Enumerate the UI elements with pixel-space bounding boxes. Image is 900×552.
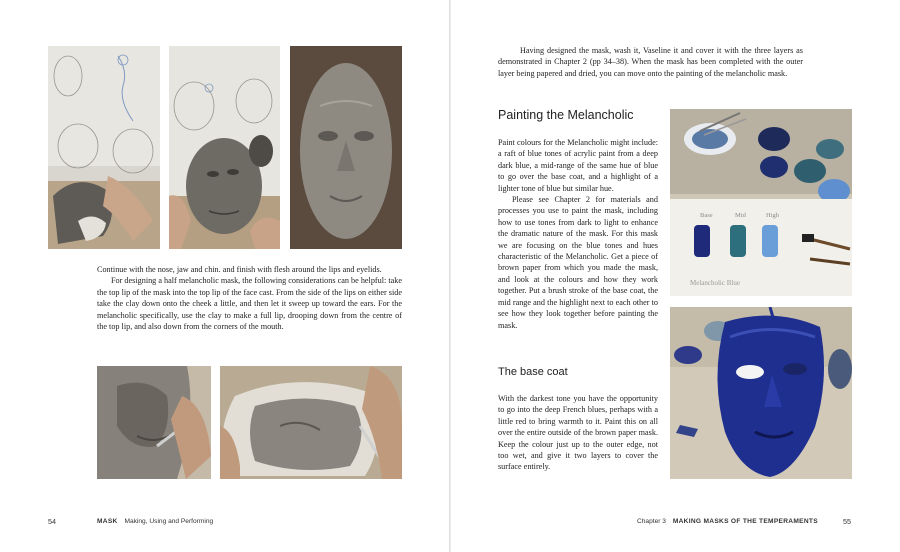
photo-half-mask-held — [169, 46, 280, 249]
swatch-label-high: High — [766, 212, 779, 219]
left-paragraph-2: For designing a half melancholic mask, the following considerations can be helpful: take the top lip of the mask into the top lip of the face cast. From the side of the lips on either side take the clay down onto the cheek a little, and then let it sweep up toward the ears. For the melancholic specifically, use the clay to make a full lip, drooping down from the centre of the top lip, and also down from the corners of the mouth. — [97, 276, 402, 332]
running-head-book-title: MASK — [97, 518, 118, 525]
right-running-head — [637, 518, 818, 525]
right-page-number: 55 — [843, 517, 851, 526]
photo-shaping-lips — [97, 366, 211, 479]
painting-paragraph-2: Please see Chapter 2 for materials and processes you use to paint the mask, including how to use tones from dark to light to enhance the dramatic nature of the mask. For this mask we are focusing on the blue tones and hues characteristic of the Melancholic. Get a piece of brown paper from which you made the mask, and look at the colours and how they work together. Put a brush stroke of the base coat, the mid range and the highlight next to each other to see how they look together before painting the mask. — [498, 195, 658, 330]
painting-text — [498, 137, 658, 331]
photo-sketches-clay — [48, 46, 160, 249]
swatch-label-base: Base — [700, 212, 713, 219]
left-page-number: 54 — [48, 517, 56, 526]
base-coat-paragraph: With the darkest tone you have the opportunity to go into the deep French blues, perhaps with a little red to bring warmth to it. Paint this on all over the entire outside of the brown paper mask. Keep the colour just up to the outer edge, not too wet, and give it two layers to cover the surface entirely. — [498, 394, 658, 472]
right-intro-text — [498, 45, 803, 79]
swatch-label-mid: Mid — [735, 212, 746, 219]
running-head-chapter-title: MAKING MASKS OF THE TEMPERAMENTS — [672, 518, 818, 525]
photo-clay-face — [290, 46, 402, 249]
left-body-text — [97, 264, 402, 332]
base-coat-text — [498, 393, 658, 473]
swatch-caption: Melancholic Blue — [690, 279, 740, 287]
running-head-chapter: Chapter 3 — [637, 518, 666, 525]
left-paragraph-1: Continue with the nose, jaw and chin. and finish with flesh around the lips and eyelids. — [97, 265, 382, 274]
heading-base-coat: The base coat — [498, 366, 568, 378]
photo-mask-edge — [220, 366, 402, 479]
photo-blue-mask — [670, 307, 852, 479]
running-head-subtitle: Making, Using and Performing — [124, 518, 214, 525]
left-page — [0, 0, 449, 552]
heading-painting-melancholic: Painting the Melancholic — [498, 108, 634, 122]
right-page — [451, 0, 900, 552]
photo-paint-swatches — [670, 109, 852, 296]
left-running-head — [97, 518, 213, 525]
right-intro-paragraph: Having designed the mask, wash it, Vaseline it and cover it with the three layers as demonstrated in Chapter 2 (pp 34–38). When the mask has been completed with the outer layer being papered and dried, you can move onto the painting of the melancholic mask. — [498, 46, 803, 78]
painting-paragraph-1: Paint colours for the Melancholic might include: a raft of blue tones of acrylic paint from a deep dark blue, a mid-range of the same hue of blue to go over the base coat, and a highlight of a lighter tone of blue but similar hue. — [498, 138, 658, 193]
